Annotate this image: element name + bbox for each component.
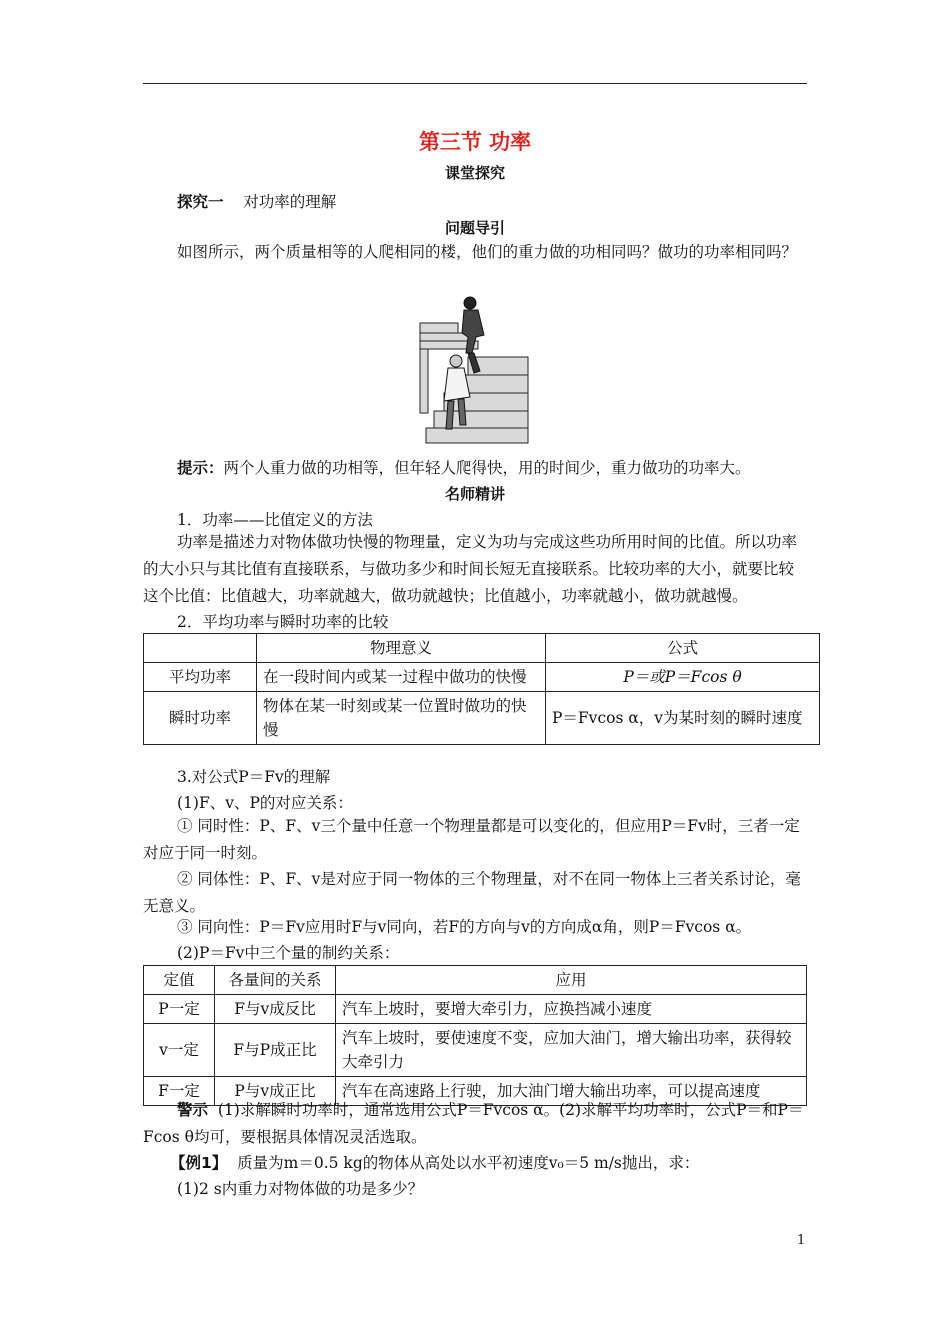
warning-text: (1)求解瞬时功率时，通常选用公式P＝Fvcos α。(2)求解平均功率时，公式P＝和P＝Fcos θ均可，要根据具体情况灵活选取。 (143, 1101, 804, 1146)
table-cell: 瞬时功率 (144, 692, 257, 745)
warning-label: 警示 (177, 1101, 209, 1119)
page-title: 第三节 功率 (418, 130, 532, 154)
warning (143, 1097, 809, 1151)
guide-text: 如图所示，两个质量相等的人爬相同的楼，他们的重力做的功相同吗？做功的功率相同吗？ (177, 243, 798, 261)
point2-title: 2．平均功率与瞬时功率的比较 (177, 613, 389, 631)
table-cell: P＝Fvcos α，v为某时刻的瞬时速度 (546, 692, 820, 745)
item-2: ② 同体性：P、F、v是对应于同一物体的三个物理量，对不在同一物体上三者关系讨论，毫无意义。 (143, 870, 801, 915)
inquiry-topic: 对功率的理解 (243, 193, 337, 211)
hint-label: 提示： (177, 459, 224, 477)
section-heading: 课堂探究 (444, 164, 505, 182)
inquiry-heading (177, 192, 336, 212)
point1-title: 1．功率——比值定义的方法 (177, 511, 373, 529)
table-cell: 物体在某一时刻或某一位置时做功的快慢 (257, 692, 546, 745)
sub2: (2)P＝Fv中三个量的制约关系： (177, 944, 400, 962)
point1-text: 功率是描述力对物体做功快慢的物理量，定义为功与完成这些功所用时间的比值。所以功率的大小只与其比值有直接联系，与做功多少和时间长短无直接联系。比较功率的大小，就要比较这个比值：比值越大，功率就越大，做功就越快；比值越小，功率就越小，做功就越慢。 (143, 533, 798, 605)
hint-text: 两个人重力做的功相等，但年轻人爬得快，用的时间少，重力做功的功率大。 (223, 459, 751, 477)
table-cell: P＝或P＝Fcos θ (546, 663, 820, 692)
table-header-cell: 定值 (144, 966, 215, 995)
sub1: (1)F、v、P的对应关系： (177, 794, 353, 812)
table-header-cell (144, 634, 257, 663)
table-header-cell: 各量间的关系 (215, 966, 336, 995)
point3-title: 3.对公式P＝Fv的理解 (177, 768, 331, 786)
table-cell: v一定 (144, 1024, 215, 1077)
table-cell: 在一段时间内或某一过程中做功的快慢 (257, 663, 546, 692)
table-cell: F与P成正比 (215, 1024, 336, 1077)
table-header-cell: 应用 (336, 966, 807, 995)
example-question-1: (1)2 s内重力对物体做的功是多少？ (177, 1180, 424, 1198)
table-cell: 汽车上坡时，要使速度不变，应加大油门，增大输出功率，获得较大牵引力 (336, 1024, 807, 1077)
guide-heading: 问题导引 (444, 219, 505, 237)
table-row (144, 995, 807, 1024)
table-cell: 汽车在高速路上行驶，加大油门增大输出功率，可以提高速度 (336, 1077, 807, 1106)
header-rule (143, 83, 807, 84)
table-cell: 汽车上坡时，要增大牵引力，应换挡减小速度 (336, 995, 807, 1024)
hint-line (177, 458, 751, 478)
example-line (170, 1153, 699, 1173)
table-header-cell: 公式 (546, 634, 820, 663)
table-row (144, 1024, 807, 1077)
item-3: ③ 同向性：P＝Fv应用时F与v同向，若F的方向与v的方向成α角，则P＝Fvcos α。 (177, 918, 752, 936)
constraint-table (143, 965, 807, 1106)
table-header-cell: 物理意义 (257, 634, 546, 663)
table-header-row (144, 634, 820, 663)
table-row (144, 663, 820, 692)
table-row (144, 692, 820, 745)
table-cell: F与v成反比 (215, 995, 336, 1024)
table-cell: P与v成正比 (215, 1077, 336, 1106)
table-cell: 平均功率 (144, 663, 257, 692)
power-comparison-table (143, 633, 820, 745)
item-1: ① 同时性：P、F、v三个量中任意一个物理量都是可以变化的，但应用P＝Fv时，三者一定对应于同一时刻。 (143, 817, 800, 862)
page-number: 1 (797, 1233, 806, 1248)
inquiry-label: 探究一 (177, 193, 224, 211)
example-text: 质量为m＝0.5 kg的物体从高处以水平初速度v₀＝5 m/s抛出，求： (237, 1154, 700, 1172)
table-cell: F一定 (144, 1077, 215, 1106)
example-label: 【例1】 (170, 1154, 228, 1172)
stairs-figure (418, 293, 532, 451)
lecture-heading: 名师精讲 (444, 485, 505, 503)
table-header-row (144, 966, 807, 995)
table-cell: P一定 (144, 995, 215, 1024)
